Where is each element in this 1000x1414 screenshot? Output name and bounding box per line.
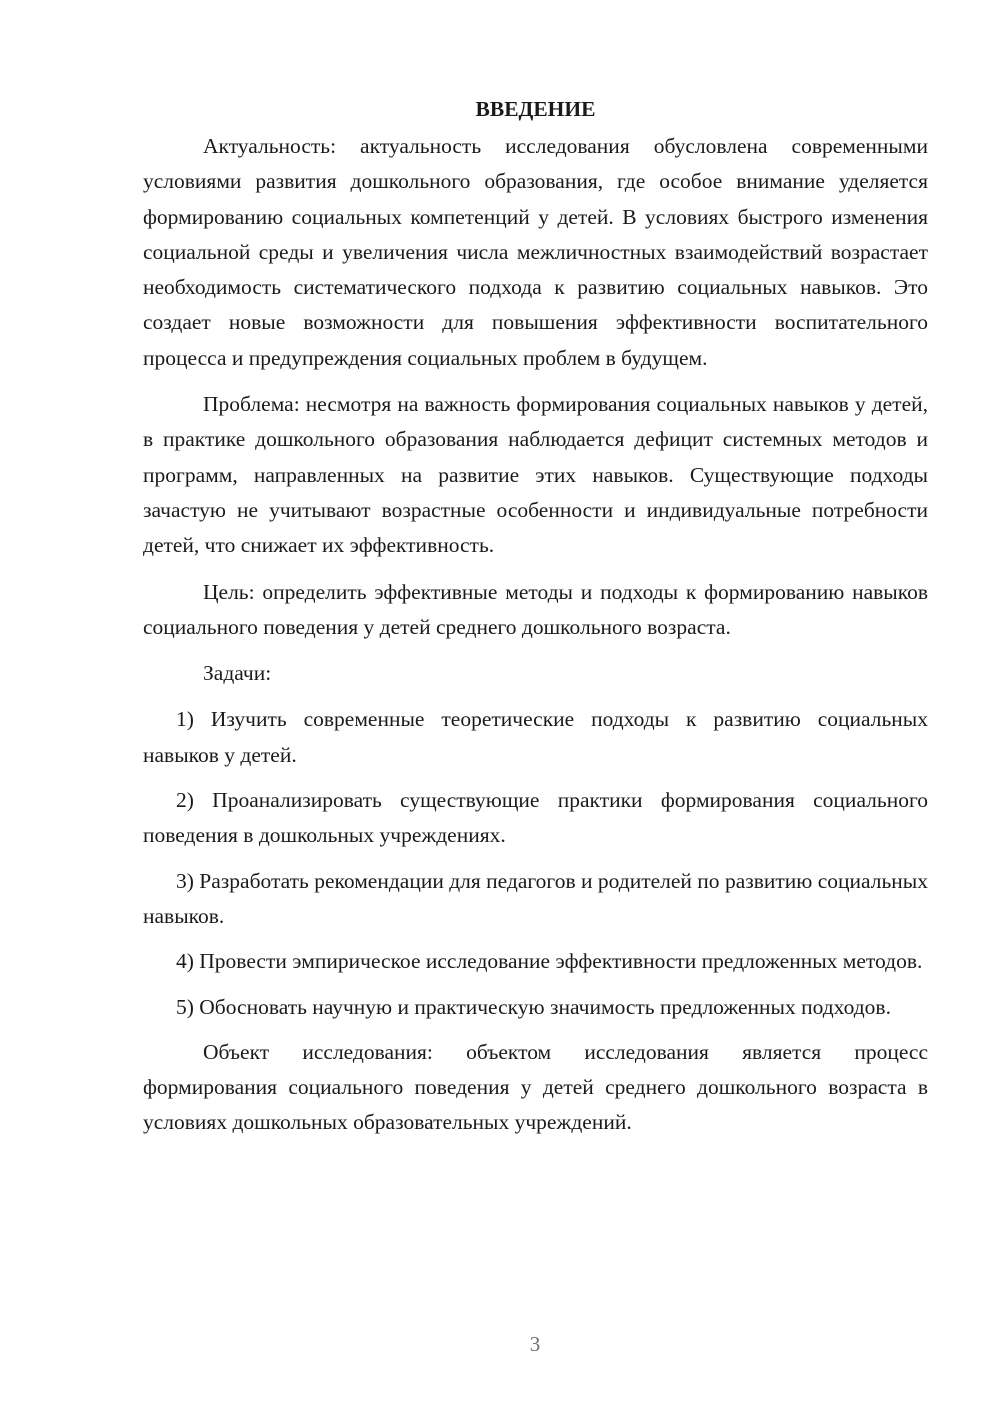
relevance-paragraph: Актуальность: актуальность исследования обусловлена современными условиями развития дошкольного образования, где особое внимание уделяется формированию социальных компетенций у детей. В условиях быстрого изменения социальной среды и увеличения числа межличностных взаимодействий возрастает необходимость систематического подхода к развитию социальных навыков. Это создает новые возможности для повышения эффективности воспитательного процесса и предупреждения социальных проблем в будущем.	[143, 134, 928, 370]
page-number: 3	[529, 1332, 541, 1356]
list-item: 2) Проанализировать существующие практики формирования социального поведения в дошкольных учреждениях.	[143, 788, 928, 848]
list-item: 3) Разработать рекомендации для педагогов и родителей по развитию социальных навыков.	[143, 868, 928, 928]
document-page	[143, 92, 928, 1152]
page-title: ВВЕДЕНИЕ	[475, 97, 596, 121]
problem-paragraph: Проблема: несмотря на важность формирования социальных навыков у детей, в практике дошкольного образования наблюдается дефицит системных методов и программ, направленных на развитие этих навыков. Существующие подходы зачастую не учитывают возрастные особенности и индивидуальные потребности детей, что снижает их эффективность.	[143, 392, 928, 558]
list-item: 1) Изучить современные теоретические подходы к развитию социальных навыков у детей.	[143, 707, 928, 767]
list-item: 5) Обосновать научную и практическую значимость предложенных подходов.	[176, 994, 891, 1019]
goal-paragraph: Цель: определить эффективные методы и подходы к формированию навыков социального поведения у детей среднего дошкольного возраста.	[143, 579, 928, 639]
object-paragraph: Объект исследования: объектом исследования является процесс формирования социального поведения у детей среднего дошкольного возраста в условиях дошкольных образовательных учреждений.	[143, 1039, 928, 1135]
tasks-list	[143, 702, 928, 1024]
list-item: 4) Провести эмпирическое исследование эффективности предложенных методов.	[176, 949, 923, 974]
tasks-heading: Задачи:	[203, 661, 272, 686]
